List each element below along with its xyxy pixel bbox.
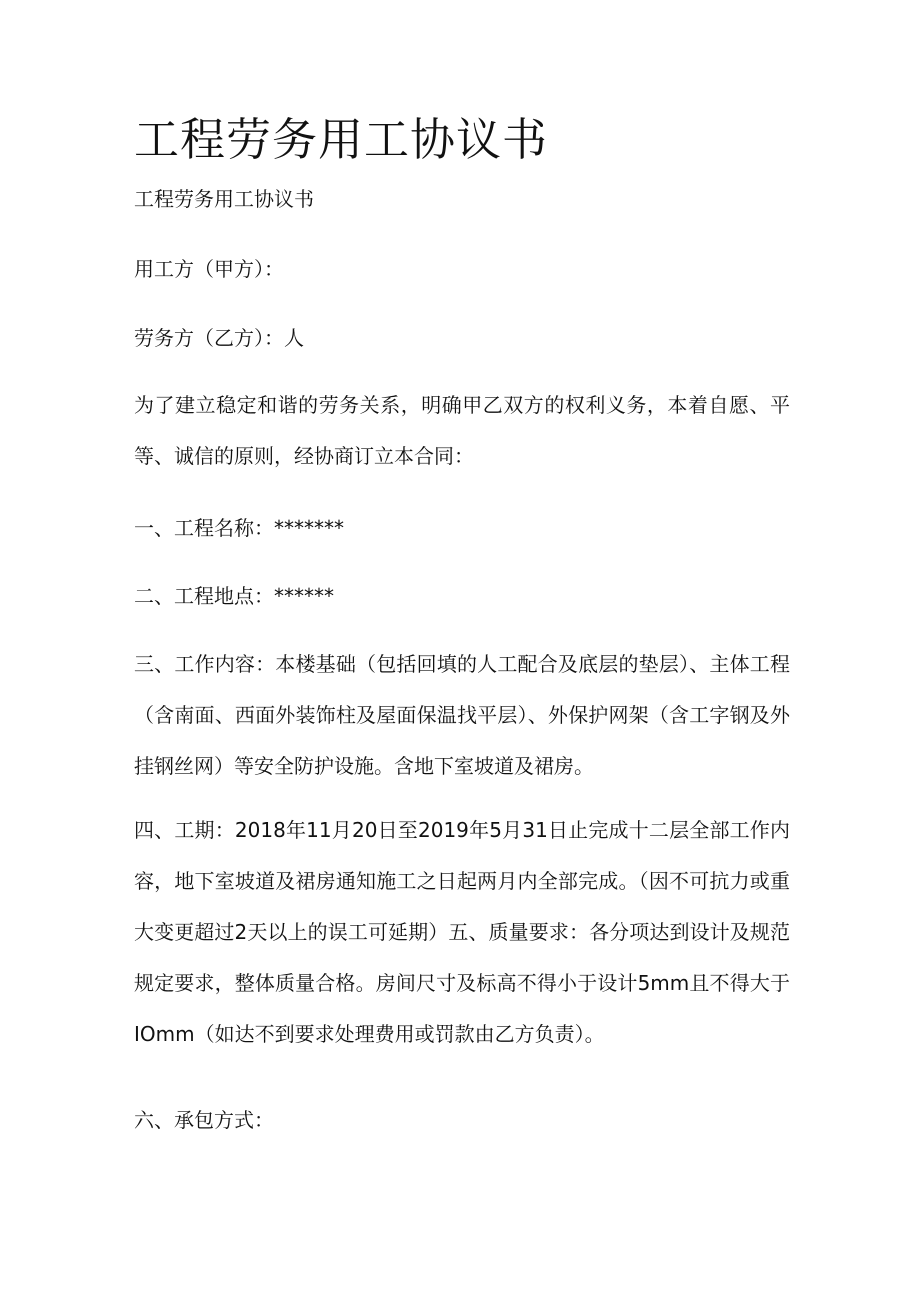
clause-project-location: 二、工程地点：****** [134,584,334,608]
preamble-paragraph: 为了建立稳定和谐的劳务关系，明确甲乙双方的权利义务，本着自愿、平等、诚信的原则，经协商订立本合同： [134,393,790,468]
document-title: 工程劳务用工协议书 [134,113,549,166]
party-b-line: 劳务方（乙方）：人 [134,326,304,350]
document-subtitle: 工程劳务用工协议书 [134,187,314,211]
party-a-line: 用工方（甲方）： [134,257,284,281]
clause-project-name: 一、工程名称：******* [134,516,344,540]
clause-contract-method: 六、承包方式： [134,1108,274,1132]
clause-schedule-quality: 四、工期：2018年11月20日至2019年5月31日止完成十二层全部工作内容，地下室坡道及裙房通知施工之日起两月内全部完成。（因不可抗力或重大变更超过2天以上的误工可延期）五、质量要求：各分项达到设计及规范规定要求，整体质量合格。房间尺寸及标高不得小于设计5mm且不得大于IOmm（如达不到要求处理费用或罚款由乙方负责）。 [134,818,790,1046]
clause-work-content: 三、工作内容：本楼基础（包括回填的人工配合及底层的垫层）、主体工程（含南面、西面外装饰柱及屋面保温找平层）、外保护网架（含工字钢及外挂钢丝网）等安全防护设施。含地下室坡道及裙房。 [134,652,790,778]
